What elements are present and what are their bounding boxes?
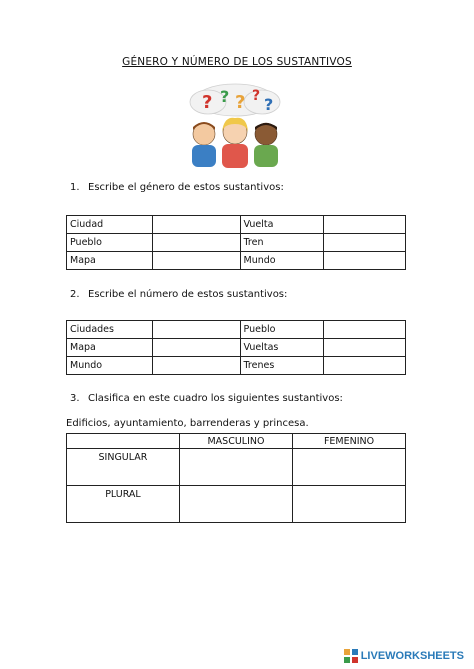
question-3: 3. Clasifica en este cuadro los siguientes sustantivos: xyxy=(70,393,343,404)
liveworksheets-footer xyxy=(344,649,464,663)
table-cell: Pueblo xyxy=(240,321,324,339)
question-1: 1. Escribe el género de estos sustantivos: xyxy=(70,182,284,193)
table-header-row xyxy=(67,434,406,449)
question-mark-icon: ? xyxy=(264,95,274,114)
footer-brand[interactable]: LIVEWORKSHEETS xyxy=(360,650,464,662)
question-mark-icon: ? xyxy=(235,92,246,113)
answer-cell[interactable] xyxy=(324,252,406,270)
table-row xyxy=(67,486,406,523)
table-cell: Vuelta xyxy=(240,216,324,234)
table-row xyxy=(67,252,406,270)
classification-table xyxy=(66,433,406,523)
answer-cell[interactable] xyxy=(152,234,240,252)
table-cell: Ciudades xyxy=(67,321,153,339)
question-mark-icon: ? xyxy=(202,92,213,113)
answer-cell[interactable] xyxy=(152,339,240,357)
table-row xyxy=(67,234,406,252)
table-row xyxy=(67,357,406,375)
table-cell: Pueblo xyxy=(67,234,153,252)
answer-cell[interactable] xyxy=(179,486,292,523)
answer-cell[interactable] xyxy=(324,216,406,234)
answer-cell[interactable] xyxy=(324,357,406,375)
row-label-singular: SINGULAR xyxy=(67,449,180,486)
table-cell: Vueltas xyxy=(240,339,324,357)
answer-cell[interactable] xyxy=(324,234,406,252)
table-cell: Mapa xyxy=(67,252,153,270)
answer-cell[interactable] xyxy=(293,486,406,523)
child-right xyxy=(254,123,278,167)
table-cell: Tren xyxy=(240,234,324,252)
row-label-plural: PLURAL xyxy=(67,486,180,523)
table-cell: Ciudad xyxy=(67,216,153,234)
question-mark-icon: ? xyxy=(220,87,230,106)
child-left xyxy=(192,122,216,167)
answer-cell[interactable] xyxy=(152,216,240,234)
answer-cell[interactable] xyxy=(324,339,406,357)
answer-cell[interactable] xyxy=(152,357,240,375)
answer-cell[interactable] xyxy=(152,321,240,339)
child-middle xyxy=(222,118,248,168)
column-header-femenino: FEMENINO xyxy=(293,434,406,449)
answer-cell[interactable] xyxy=(324,321,406,339)
table-row xyxy=(67,216,406,234)
table-row xyxy=(67,449,406,486)
question-mark-icon: ? xyxy=(252,88,261,104)
table-cell: Mapa xyxy=(67,339,153,357)
page-title: GÉNERO Y NÚMERO DE LOS SUSTANTIVOS xyxy=(122,56,352,68)
liveworksheets-logo-icon xyxy=(344,649,358,663)
answer-cell[interactable] xyxy=(179,449,292,486)
question-2: 2. Escribe el número de estos sustantivos: xyxy=(70,289,288,300)
table-cell: Trenes xyxy=(240,357,324,375)
table-row xyxy=(67,339,406,357)
answer-cell[interactable] xyxy=(152,252,240,270)
table-row xyxy=(67,321,406,339)
children-thinking-illustration xyxy=(180,82,290,172)
column-header-masculino: MASCULINO xyxy=(179,434,292,449)
table-cell: Mundo xyxy=(240,252,324,270)
answer-cell[interactable] xyxy=(293,449,406,486)
number-table xyxy=(66,320,406,375)
noun-list-sentence: Edificios, ayuntamiento, barrenderas y princesa. xyxy=(66,418,309,429)
table-corner-cell xyxy=(67,434,180,449)
table-cell: Mundo xyxy=(67,357,153,375)
gender-table xyxy=(66,215,406,270)
